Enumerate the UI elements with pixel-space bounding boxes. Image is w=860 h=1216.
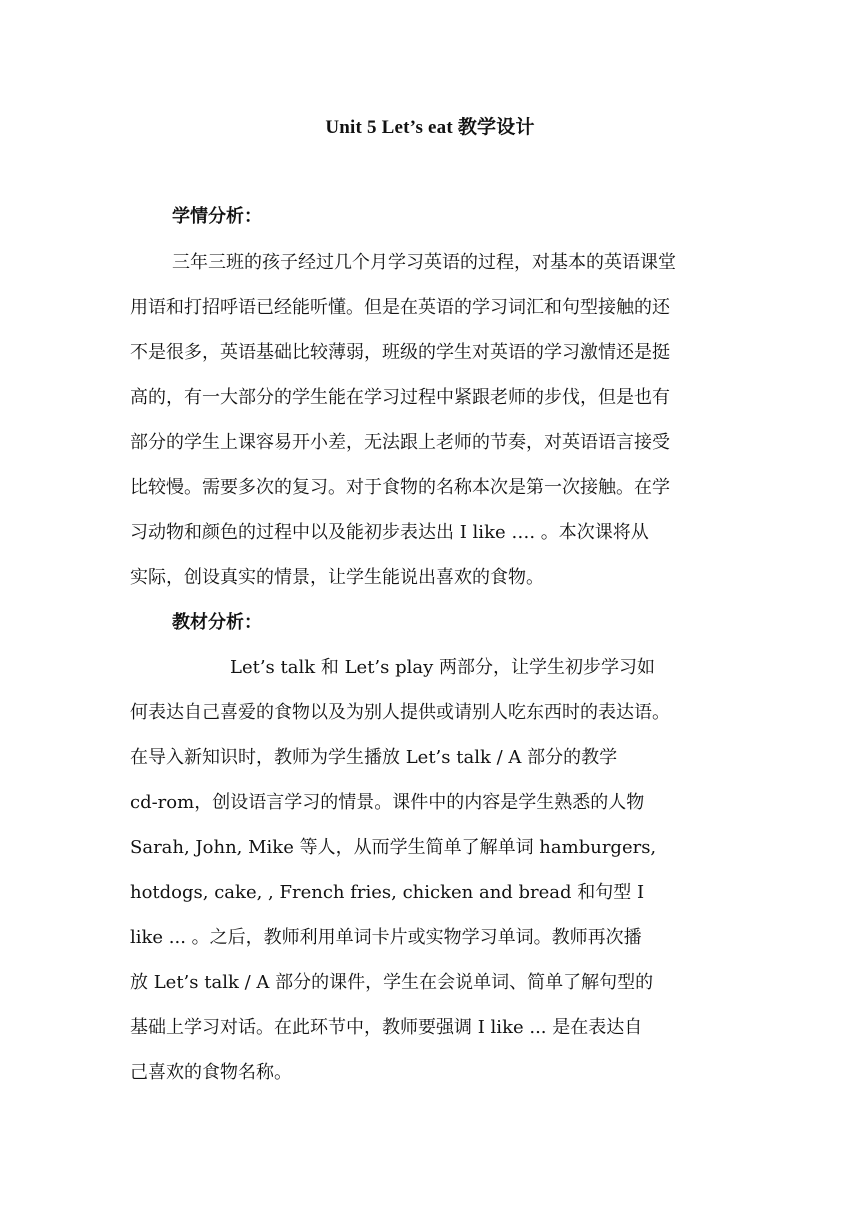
paragraph-line: 实际，创设真实的情景，让学生能说出喜欢的食物。 <box>130 567 544 588</box>
paragraph-line: 高的，有一大部分的学生能在学习过程中紧跟老师的步伐，但是也有 <box>130 387 670 408</box>
paragraph-material-analysis <box>130 645 730 1095</box>
section-heading-student-analysis: 学情分析： <box>172 206 262 227</box>
paragraph-line: 何表达自己喜爱的食物以及为别人提供或请别人吃东西时的表达语。 <box>130 702 670 723</box>
paragraph-line: 比较慢。需要多次的复习。对于食物的名称本次是第一次接触。在学 <box>130 477 670 498</box>
paragraph-line: 不是很多，英语基础比较薄弱，班级的学生对英语的学习激情还是挺 <box>130 342 670 363</box>
paragraph-line: 己喜欢的食物名称。 <box>130 1062 292 1083</box>
paragraph-line: 用语和打招呼语已经能听懂。但是在英语的学习词汇和句型接触的还 <box>130 297 670 318</box>
paragraph-line: 在导入新知识时，教师为学生播放 Let’s talk / A 部分的教学 <box>130 747 618 768</box>
paragraph-line: hotdogs, cake, , French fries, chicken and bread 和句型 I <box>130 882 645 903</box>
paragraph-line: like ... 。之后，教师利用单词卡片或实物学习单词。教师再次播 <box>130 927 642 948</box>
paragraph-student-analysis <box>130 240 730 600</box>
paragraph-line: cd-rom，创设语言学习的情景。课件中的内容是学生熟悉的人物 <box>130 792 645 813</box>
paragraph-line: Sarah, John, Mike 等人，从而学生简单了解单词 hamburgers, <box>130 837 657 858</box>
paragraph-line: 三年三班的孩子经过几个月学习英语的过程，对基本的英语课堂 <box>172 252 676 273</box>
document-title: Unit 5 Let’s eat 教学设计 <box>325 117 535 138</box>
paragraph-line: 部分的学生上课容易开小差，无法跟上老师的节奏，对英语语言接受 <box>130 432 670 453</box>
paragraph-line: 基础上学习对话。在此环节中，教师要强调 I like ... 是在表达自 <box>130 1017 643 1038</box>
paragraph-line: Let’s talk 和 Let’s play 两部分，让学生初步学习如 <box>230 657 656 678</box>
section-heading-material-analysis: 教材分析： <box>172 612 262 633</box>
paragraph-line: 习动物和颜色的过程中以及能初步表达出 I like …. 。本次课将从 <box>130 522 649 543</box>
paragraph-line: 放 Let’s talk / A 部分的课件，学生在会说单词、简单了解句型的 <box>130 972 654 993</box>
